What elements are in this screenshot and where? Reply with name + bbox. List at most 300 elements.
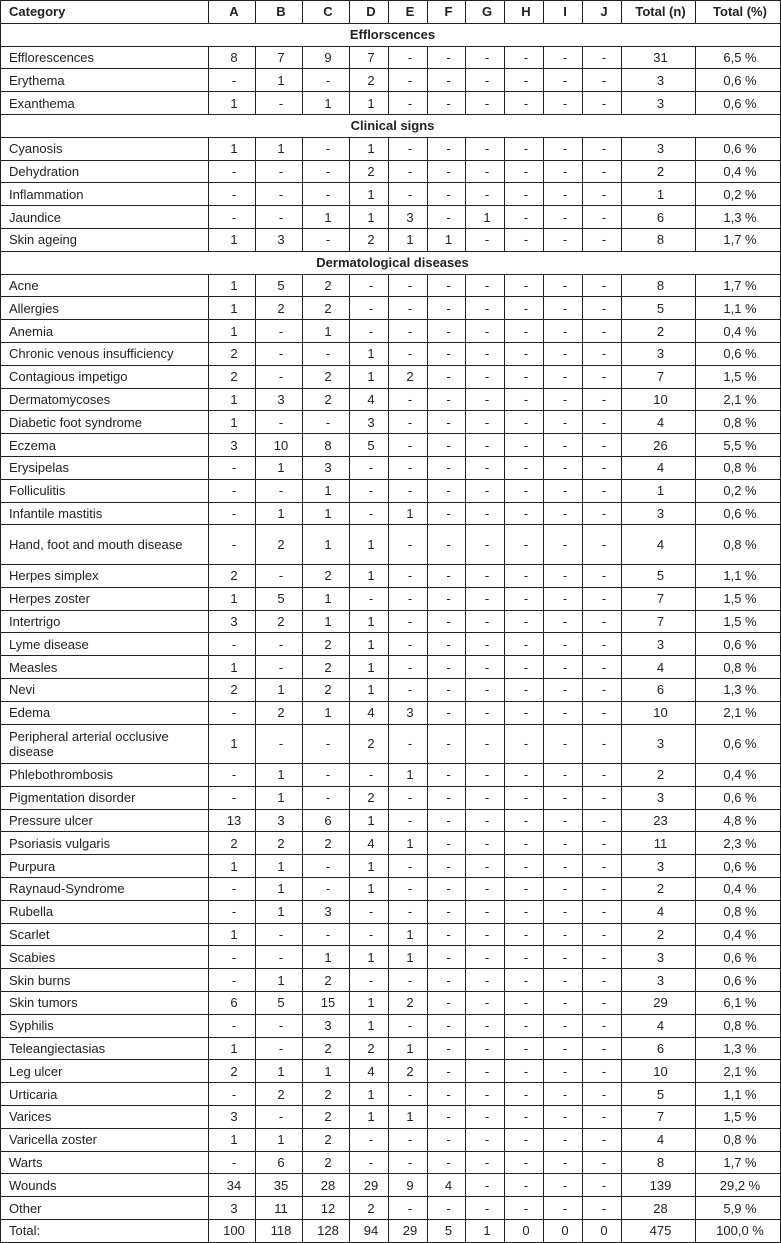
row-cell: - [350,320,389,343]
row-cell: - [466,228,505,251]
row-cell: - [583,855,622,878]
row-cell: 26 [622,434,696,457]
row-cell: - [583,183,622,206]
row-cell: 3 [622,724,696,764]
row-cell: - [505,434,544,457]
row-cell: 1 [350,525,389,565]
row-cell: - [544,587,583,610]
row-cell: 2 [303,564,350,587]
row-cell: - [505,206,544,229]
table-row [1,434,781,457]
row-cell: 3 [256,388,303,411]
row-cell: - [303,786,350,809]
row-cell: 5 [256,587,303,610]
row-cell: - [544,764,583,787]
row-cell: 7 [622,1106,696,1129]
row-cell: - [505,587,544,610]
row-cell: 2 [209,564,256,587]
row-cell: - [583,900,622,923]
row-cell: - [544,137,583,160]
row-cell: 0,6 % [696,969,781,992]
row-cell: - [350,479,389,502]
row-cell: - [428,160,466,183]
row-cell: - [544,992,583,1015]
row-cell: 29,2 % [696,1174,781,1197]
row-cell: - [466,564,505,587]
row-cell: - [389,855,428,878]
section-header-row [1,251,781,274]
table-row [1,1014,781,1037]
row-cell: 1 [209,587,256,610]
row-cell: 3 [303,456,350,479]
row-cell: 2 [389,1060,428,1083]
column-header: C [303,1,350,24]
total-cell: 118 [256,1220,303,1243]
table-row [1,388,781,411]
row-cell: 2 [622,764,696,787]
row-cell: - [389,160,428,183]
row-cell: - [505,678,544,701]
row-cell: - [303,764,350,787]
table-row [1,610,781,633]
row-cell: 1,1 % [696,297,781,320]
row-cell: - [544,946,583,969]
row-cell: 2 [256,832,303,855]
row-cell: - [505,878,544,901]
row-category: Contagious impetigo [1,365,209,388]
row-cell: 1 [256,69,303,92]
row-cell: - [428,388,466,411]
row-cell: 31 [622,46,696,69]
row-cell: 1 [256,969,303,992]
row-cell: 10 [622,1060,696,1083]
row-cell: - [544,479,583,502]
row-cell: - [256,320,303,343]
row-cell: 4 [622,656,696,679]
row-cell: - [256,946,303,969]
section-header-row [1,23,781,46]
table-row [1,456,781,479]
row-cell: - [583,1151,622,1174]
row-cell: - [544,1174,583,1197]
row-cell: - [544,274,583,297]
row-cell: 1 [350,183,389,206]
row-cell: 1 [256,1128,303,1151]
row-cell: - [544,786,583,809]
table-row [1,786,781,809]
row-cell: 12 [303,1197,350,1220]
row-category: Varicella zoster [1,1128,209,1151]
table-row [1,764,781,787]
row-cell: - [350,969,389,992]
row-cell: - [583,1037,622,1060]
row-cell: 0,6 % [696,724,781,764]
row-cell: - [256,183,303,206]
row-cell: - [505,610,544,633]
row-cell: 2,1 % [696,1060,781,1083]
row-cell: 1 [350,1083,389,1106]
row-cell: 1 [209,228,256,251]
row-cell: - [303,411,350,434]
row-cell: - [303,878,350,901]
row-cell: - [583,1128,622,1151]
row-cell: - [350,587,389,610]
row-cell: 3 [622,786,696,809]
row-cell: 0,4 % [696,160,781,183]
row-cell: 1 [389,923,428,946]
row-cell: - [209,1014,256,1037]
row-cell: 3 [622,137,696,160]
row-cell: 1 [303,610,350,633]
row-cell: - [389,320,428,343]
row-cell: - [583,320,622,343]
row-cell: - [544,92,583,115]
row-cell: 8 [622,1151,696,1174]
row-cell: - [303,69,350,92]
row-cell: - [505,297,544,320]
row-cell: - [209,479,256,502]
row-cell: - [256,1014,303,1037]
row-cell: - [428,183,466,206]
row-cell: 2 [303,1151,350,1174]
row-cell: - [389,1151,428,1174]
row-cell: 1 [389,764,428,787]
row-cell: 5 [256,992,303,1015]
row-cell: 2 [350,724,389,764]
row-cell: 0,4 % [696,878,781,901]
row-cell: - [583,587,622,610]
row-category: Herpes zoster [1,587,209,610]
table-row [1,137,781,160]
table-row [1,1060,781,1083]
row-cell: 1 [428,228,466,251]
table-row [1,1037,781,1060]
row-cell: - [389,456,428,479]
row-cell: 0,6 % [696,342,781,365]
row-cell: 3 [303,900,350,923]
row-category: Leg ulcer [1,1060,209,1083]
table-row [1,411,781,434]
table-row [1,274,781,297]
row-cell: 1 [256,786,303,809]
row-cell: 29 [350,1174,389,1197]
row-cell: 1 [303,320,350,343]
row-cell: 4 [622,456,696,479]
table-row [1,69,781,92]
row-cell: - [466,1037,505,1060]
row-cell: - [466,832,505,855]
row-cell: - [583,206,622,229]
row-category: Pigmentation disorder [1,786,209,809]
column-header: D [350,1,389,24]
row-cell: - [428,274,466,297]
row-cell: - [544,564,583,587]
row-cell: - [389,900,428,923]
row-cell: 4 [350,1060,389,1083]
row-cell: 1 [303,587,350,610]
row-cell: - [209,969,256,992]
row-cell: 1 [209,923,256,946]
row-cell: 1 [303,525,350,565]
row-cell: - [389,786,428,809]
row-cell: - [544,809,583,832]
row-cell: - [505,46,544,69]
row-cell: - [466,809,505,832]
total-label: Total: [1,1220,209,1243]
row-cell: - [428,923,466,946]
row-cell: 1 [350,678,389,701]
row-cell: 28 [622,1197,696,1220]
row-cell: - [389,678,428,701]
total-cell: 29 [389,1220,428,1243]
row-cell: - [209,1083,256,1106]
row-cell: 7 [622,610,696,633]
row-cell: - [544,434,583,457]
row-cell: 1 [466,206,505,229]
row-cell: - [350,1128,389,1151]
row-cell: - [428,610,466,633]
row-cell: - [466,92,505,115]
row-cell: - [466,969,505,992]
row-cell: - [583,786,622,809]
row-cell: 2 [303,1037,350,1060]
row-cell: 0,4 % [696,923,781,946]
row-cell: - [428,1060,466,1083]
row-cell: 10 [622,701,696,724]
row-cell: 1 [350,365,389,388]
row-cell: - [544,1060,583,1083]
row-cell: 5 [350,434,389,457]
row-cell: 0,8 % [696,411,781,434]
row-cell: 4 [428,1174,466,1197]
row-cell: 2 [622,878,696,901]
row-cell: 7 [622,587,696,610]
row-cell: - [583,411,622,434]
row-cell: 0,4 % [696,764,781,787]
header-row [1,1,781,24]
row-cell: - [209,525,256,565]
row-cell: - [256,92,303,115]
row-cell: - [209,786,256,809]
row-cell: 11 [256,1197,303,1220]
row-cell: 34 [209,1174,256,1197]
row-cell: - [544,342,583,365]
row-cell: - [505,274,544,297]
row-cell: - [428,1197,466,1220]
row-cell: 6,5 % [696,46,781,69]
table-row [1,878,781,901]
row-cell: 5,9 % [696,1197,781,1220]
row-cell: 10 [622,388,696,411]
row-cell: - [389,434,428,457]
row-cell: 1 [209,137,256,160]
row-cell: 4 [350,701,389,724]
row-cell: - [466,479,505,502]
row-cell: 0,8 % [696,456,781,479]
row-category: Urticaria [1,1083,209,1106]
row-cell: 2 [350,228,389,251]
row-cell: 5 [622,1083,696,1106]
row-category: Efflorescences [1,46,209,69]
table-row [1,564,781,587]
section-title: Efflorscences [1,23,781,46]
row-cell: - [256,160,303,183]
row-cell: - [544,724,583,764]
row-category: Lyme disease [1,633,209,656]
row-cell: - [428,678,466,701]
row-cell: 1 [256,878,303,901]
row-category: Jaundice [1,206,209,229]
row-cell: 2 [303,832,350,855]
row-cell: 1 [350,1106,389,1129]
row-cell: - [466,160,505,183]
row-cell: 3 [209,434,256,457]
row-cell: - [389,878,428,901]
row-cell: - [505,1174,544,1197]
row-cell: - [583,1174,622,1197]
row-cell: - [303,228,350,251]
row-cell: - [505,92,544,115]
row-cell: 2 [303,633,350,656]
row-cell: - [505,479,544,502]
table-row [1,900,781,923]
row-cell: 2 [350,160,389,183]
row-cell: 4 [622,1128,696,1151]
row-cell: - [505,724,544,764]
row-cell: - [544,832,583,855]
row-cell: - [428,456,466,479]
row-category: Infantile mastitis [1,502,209,525]
row-cell: - [505,946,544,969]
row-cell: - [505,228,544,251]
row-cell: - [466,610,505,633]
row-cell: - [350,502,389,525]
row-cell: - [583,656,622,679]
row-cell: 2 [256,525,303,565]
row-cell: 1 [303,1060,350,1083]
table-row [1,832,781,855]
row-cell: 3 [622,633,696,656]
row-cell: - [544,678,583,701]
row-cell: - [389,1083,428,1106]
column-header: Total (n) [622,1,696,24]
row-cell: 2 [303,365,350,388]
table-row [1,992,781,1015]
row-cell: - [544,183,583,206]
row-cell: - [428,1106,466,1129]
row-cell: 1 [350,1014,389,1037]
row-category: Skin tumors [1,992,209,1015]
table-row [1,92,781,115]
row-category: Chronic venous insufficiency [1,342,209,365]
row-cell: - [583,502,622,525]
row-cell: 1,5 % [696,610,781,633]
row-cell: 29 [622,992,696,1015]
row-cell: - [505,320,544,343]
row-cell: - [583,1197,622,1220]
row-cell: 0,6 % [696,855,781,878]
row-cell: 3 [389,206,428,229]
row-cell: - [583,69,622,92]
row-cell: 1 [209,320,256,343]
row-cell: - [466,587,505,610]
row-cell: - [505,137,544,160]
row-cell: - [428,809,466,832]
row-cell: 2 [622,320,696,343]
row-cell: 1 [350,878,389,901]
row-cell: - [505,525,544,565]
row-cell: 3 [209,1197,256,1220]
column-header: J [583,1,622,24]
row-cell: - [466,1106,505,1129]
row-cell: - [505,411,544,434]
row-cell: - [466,878,505,901]
row-cell: 0,6 % [696,92,781,115]
row-cell: - [544,855,583,878]
row-cell: - [428,137,466,160]
row-cell: - [350,297,389,320]
row-cell: - [583,992,622,1015]
row-cell: 8 [303,434,350,457]
row-cell: 1,7 % [696,274,781,297]
row-cell: - [428,1014,466,1037]
row-cell: 0,6 % [696,633,781,656]
row-category: Hand, foot and mouth disease [1,525,209,565]
row-category: Dehydration [1,160,209,183]
row-cell: - [303,855,350,878]
row-cell: - [303,137,350,160]
row-cell: - [389,297,428,320]
row-category: Warts [1,1151,209,1174]
row-cell: - [466,1197,505,1220]
row-cell: - [428,502,466,525]
row-category: Exanthema [1,92,209,115]
row-cell: - [428,946,466,969]
row-cell: - [466,320,505,343]
row-cell: - [466,46,505,69]
row-cell: 2 [209,342,256,365]
table-row [1,160,781,183]
row-cell: 2 [303,1106,350,1129]
row-cell: - [505,786,544,809]
row-cell: - [466,411,505,434]
row-cell: 2 [389,365,428,388]
row-cell: 5 [256,274,303,297]
row-cell: - [389,1014,428,1037]
table-row [1,656,781,679]
row-cell: 3 [256,809,303,832]
row-cell: 3 [622,969,696,992]
row-cell: - [389,274,428,297]
row-cell: - [583,946,622,969]
row-cell: - [544,320,583,343]
row-cell: - [466,633,505,656]
row-cell: - [544,1197,583,1220]
table-row [1,809,781,832]
row-cell: - [209,878,256,901]
row-cell: 1 [209,411,256,434]
row-cell: 2 [256,1083,303,1106]
row-category: Skin ageing [1,228,209,251]
row-cell: - [505,1060,544,1083]
row-cell: - [583,1060,622,1083]
row-cell: 1 [209,274,256,297]
row-cell: - [466,434,505,457]
table-row [1,946,781,969]
row-category: Varices [1,1106,209,1129]
total-cell: 128 [303,1220,350,1243]
row-cell: - [466,1083,505,1106]
